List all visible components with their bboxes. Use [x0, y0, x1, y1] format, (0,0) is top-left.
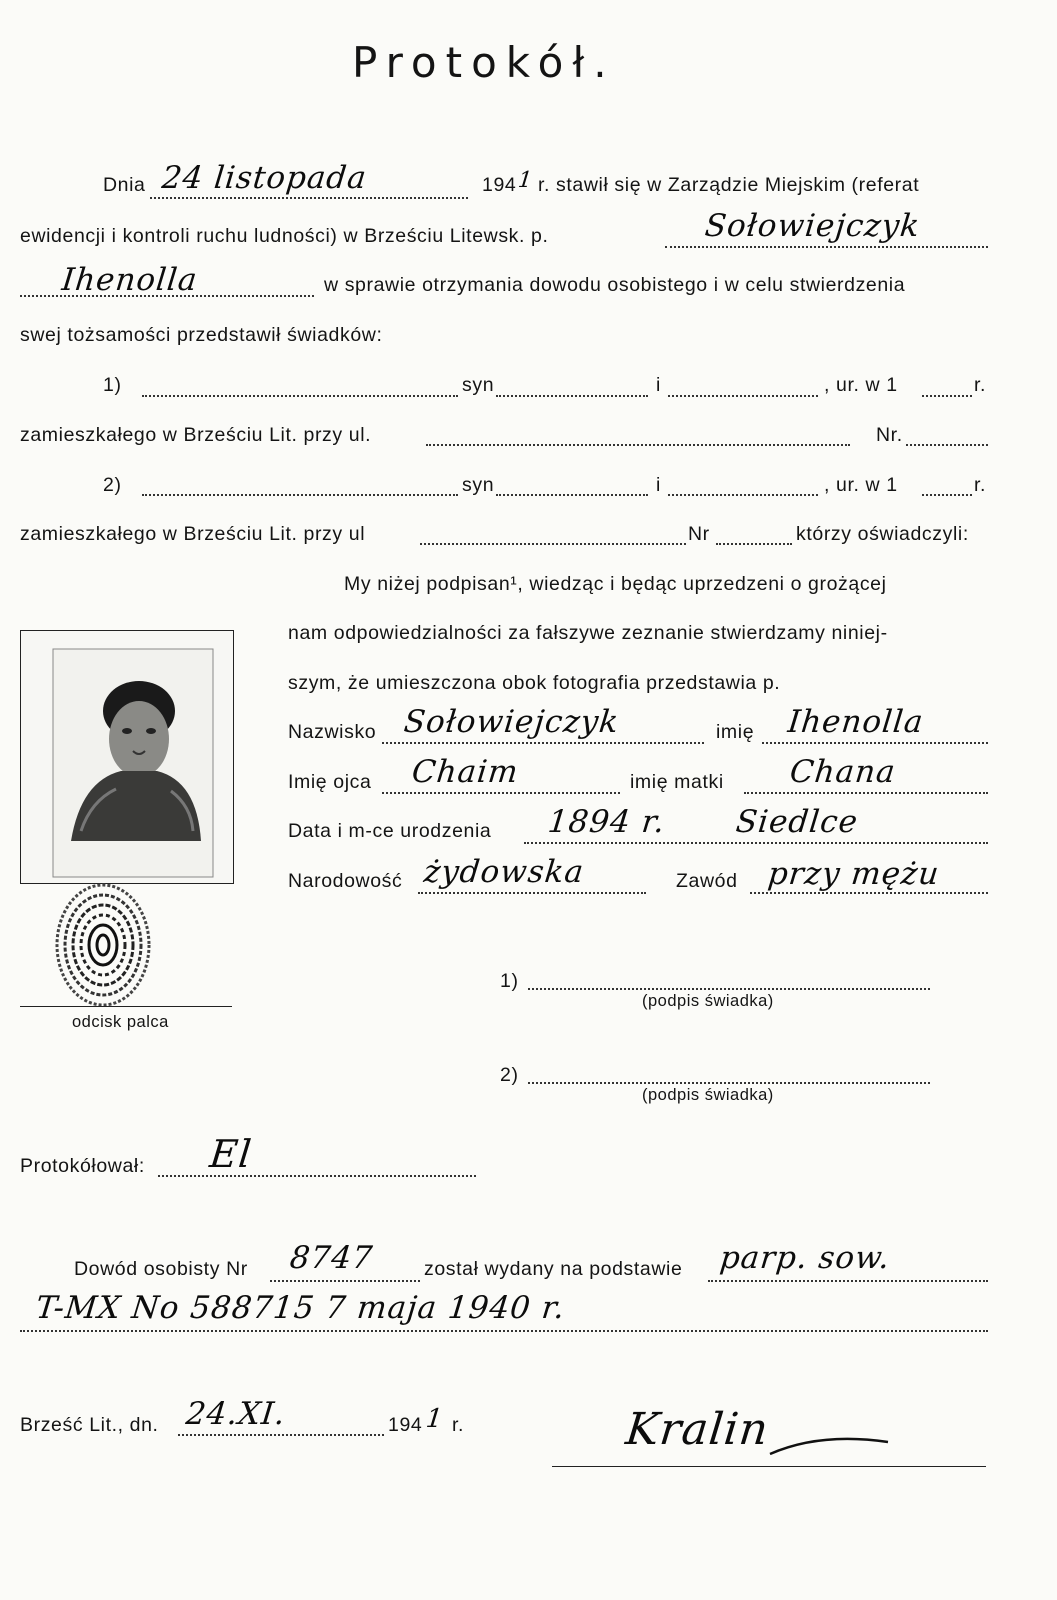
statement-line3: szym, że umieszczona obok fotografia przedstawia p. [288, 672, 781, 694]
page-title: Protokół. [352, 38, 616, 87]
signature1-number: 1) [500, 970, 519, 992]
witness1-ur: , ur. w 1 [824, 374, 898, 396]
line4-text: swej tożsamości przedstawił świadków: [20, 324, 383, 346]
witness2-nr: Nr [688, 523, 710, 545]
statement-line1: My niżej podpisan¹, wiedząc i będąc uprzedzeni o grożącej [344, 573, 887, 595]
fingerprint-label: odcisk palca [72, 1013, 169, 1031]
narodowosc-label: Narodowość [288, 870, 403, 892]
footer-year-prefix: 194 [388, 1414, 423, 1436]
nazwisko-handwritten: Sołowiejczyk [402, 704, 621, 740]
witness1-address-label: zamieszkałego w Brześciu Lit. przy ul. [20, 424, 372, 446]
witness2-nr-line [716, 543, 792, 545]
line2-text: ewidencji i kontroli ruchu ludności) w Brześciu Litewsk. p. [20, 225, 549, 247]
data-urodzenia-handwritten: 1894 r. [546, 804, 667, 840]
year-handwritten: 1 [516, 168, 535, 193]
firstname-handwritten: Ihenolla [60, 262, 200, 298]
date-line [150, 197, 468, 199]
ktorzy-text: którzy oświadczyli: [796, 523, 969, 545]
witness2-address-label: zamieszkałego w Brześciu Lit. przy ul [20, 523, 366, 545]
surname-line [665, 246, 988, 248]
footer-year-handwritten: 1 [424, 1404, 446, 1434]
witness2-street-line [420, 543, 686, 545]
witness2-syn: syn [462, 474, 495, 496]
witness1-syn: syn [462, 374, 495, 396]
official-signature: Kralin [623, 1404, 772, 1455]
footer-date-line [178, 1434, 384, 1436]
fingerprint-icon [48, 880, 158, 1010]
dowod-number-line [270, 1280, 420, 1282]
imie-label: imię [716, 721, 755, 743]
imie-matki-handwritten: Chana [788, 754, 898, 790]
witness2-mother-line [668, 494, 818, 496]
witness2-year-line [922, 494, 972, 496]
signature2-line [528, 1082, 930, 1084]
fingerprint-line [20, 1006, 232, 1007]
imie-handwritten: Ihenolla [786, 704, 926, 740]
witness1-r: r. [974, 374, 987, 396]
place-label: Brześć Lit., dn. [20, 1414, 159, 1436]
date-handwritten: 24 listopada [160, 160, 369, 196]
witness2-ur: , ur. w 1 [824, 474, 898, 496]
signature1-line [528, 988, 930, 990]
footer-date-handwritten: 24.XI. [184, 1396, 288, 1432]
witness1-year-line [922, 395, 972, 397]
protokolowal-signature: El [207, 1132, 255, 1176]
witness2-r: r. [974, 474, 987, 496]
witness2-father-line [496, 494, 648, 496]
witness1-i: i [656, 374, 661, 396]
signature2-caption: (podpis świadka) [642, 1086, 774, 1104]
dowod-basis-handwritten: parp. sow. [718, 1240, 892, 1276]
line1-text: r. stawił się w Zarządzie Miejskim (referat [538, 174, 920, 196]
dowod-number-handwritten: 8747 [288, 1240, 375, 1276]
imie-matki-label: imię matki [630, 771, 724, 793]
witness2-i: i [656, 474, 661, 496]
photo-frame [20, 630, 234, 884]
statement-line2: nam odpowiedzialności za fałszywe zeznanie stwierdzamy niniej- [288, 622, 888, 644]
imie-line [762, 742, 988, 744]
imie-matki-line [744, 792, 988, 794]
narodowosc-line [418, 892, 646, 894]
nazwisko-line [382, 742, 704, 744]
signature-flourish-icon [770, 1432, 890, 1462]
dowod-label: Dowód osobisty Nr [74, 1258, 248, 1280]
witness1-nr-line [906, 444, 988, 446]
protokolowal-label: Protokółował: [20, 1155, 145, 1177]
witness2-number: 2) [103, 474, 122, 496]
witness1-name-line [142, 395, 458, 397]
narodowosc-handwritten: żydowska [422, 854, 586, 890]
dowod-text: został wydany na podstawie [424, 1258, 683, 1280]
witness1-mother-line [668, 395, 818, 397]
dowod-line2-handwritten: T-MX No 588715 7 maja 1940 r. [34, 1290, 567, 1326]
footer-r: r. [452, 1414, 465, 1436]
protokolowal-line [158, 1175, 476, 1177]
witness1-number: 1) [103, 374, 122, 396]
witness1-street-line [426, 444, 850, 446]
miejsce-urodzenia-handwritten: Siedlce [734, 804, 860, 840]
line3-text: w sprawie otrzymania dowodu osobistego i w celu stwierdzenia [324, 274, 906, 296]
imie-ojca-line [382, 792, 620, 794]
dnia-label: Dnia [103, 174, 146, 196]
dowod-line2 [20, 1330, 988, 1332]
data-urodzenia-label: Data i m-ce urodzenia [288, 820, 492, 842]
nazwisko-label: Nazwisko [288, 721, 377, 743]
witness1-father-line [496, 395, 648, 397]
witness1-nr: Nr. [876, 424, 903, 446]
signature1-caption: (podpis świadka) [642, 992, 774, 1010]
imie-ojca-label: Imię ojca [288, 771, 372, 793]
zawod-label: Zawód [676, 870, 738, 892]
imie-ojca-handwritten: Chaim [410, 754, 521, 790]
witness2-name-line [142, 494, 458, 496]
official-signature-line [552, 1466, 986, 1467]
data-urodzenia-line [524, 842, 988, 844]
surname-handwritten: Sołowiejczyk [703, 208, 922, 244]
portrait-photo [21, 631, 233, 883]
signature2-number: 2) [500, 1064, 519, 1086]
zawod-handwritten: przy mężu [766, 856, 942, 892]
zawod-line [750, 892, 988, 894]
dowod-basis-line [708, 1280, 988, 1282]
year-prefix: 194 [482, 174, 517, 196]
